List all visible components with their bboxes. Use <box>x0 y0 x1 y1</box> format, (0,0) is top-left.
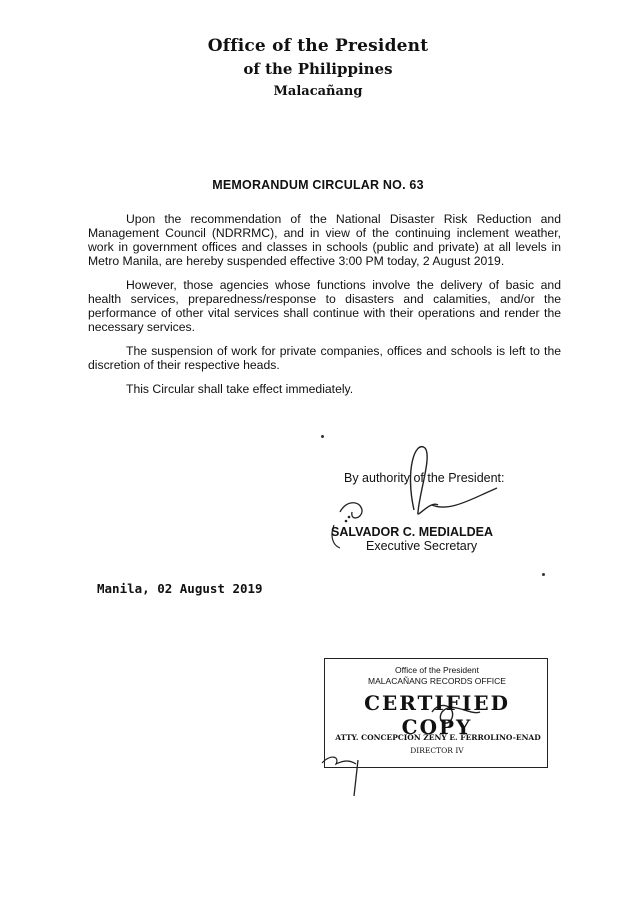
dateline: Manila, 02 August 2019 <box>97 581 263 596</box>
signatory-name: SALVADOR C. MEDIALDEA <box>331 525 494 539</box>
letterhead-palace: Malacañang <box>273 84 363 99</box>
certified-copy-stamp <box>324 658 548 768</box>
stamp-officer-name: ATTY. CONCEPCION ZENY E. FERROLINO-ENAD <box>335 733 541 742</box>
paragraph-1: Upon the recommendation of the National Disaster Risk Reduction and Management Council (NDRRMC), and in view of the continuing inclement weather, work in government offices and classes in schools (public and private) at all levels in Metro Manila, are hereby suspended effective 3:00 PM today, 2 August 2019. <box>88 212 561 268</box>
paragraph-4: This Circular shall take effect immediately. <box>126 382 354 396</box>
letterhead-country: of the Philippines <box>243 60 393 78</box>
scan-speck <box>321 435 324 438</box>
authority-line: By authority of the President: <box>344 471 505 485</box>
letterhead-office: Office of the President <box>207 36 429 56</box>
paragraph-3: The suspension of work for private companies, offices and schools is left to the discretion of their respective heads. <box>88 344 561 372</box>
stamp-officer-position: DIRECTOR IV <box>410 746 464 755</box>
scan-speck <box>542 573 545 576</box>
stamp-office: Office of the President <box>395 665 479 675</box>
paragraph-2: However, those agencies whose functions involve the delivery of basic and health services, preparedness/response to disasters and calamities, and/or the performance of other vital services shall continue with their operations and render the necessary services. <box>88 278 561 334</box>
document-title: MEMORANDUM CIRCULAR NO. 63 <box>212 178 424 192</box>
stamp-certified-copy: CERTIFIED COPY <box>364 691 510 739</box>
stamp-records-office: MALACAÑANG RECORDS OFFICE <box>368 676 506 686</box>
signatory-position: Executive Secretary <box>366 539 478 553</box>
document-body <box>88 212 561 406</box>
